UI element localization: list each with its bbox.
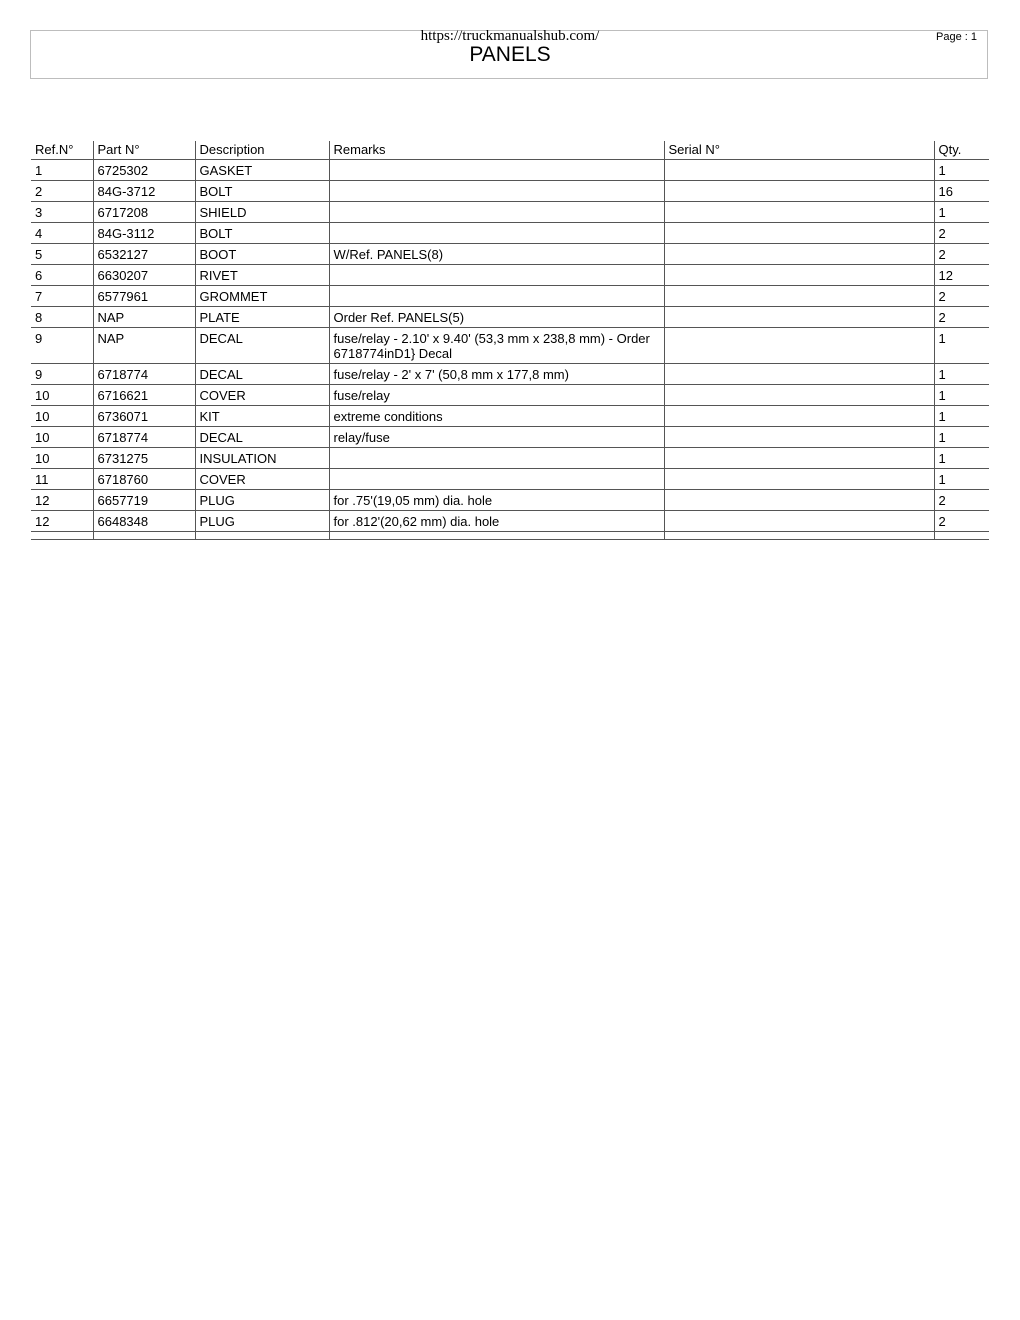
table-row — [31, 406, 989, 427]
qty-cell: 2 — [934, 307, 989, 328]
ref-cell: 11 — [31, 469, 93, 490]
part-number-cell: 6718774 — [93, 364, 195, 385]
spacer-cell — [934, 532, 989, 540]
column-header-description: Description — [195, 141, 329, 160]
qty-cell: 16 — [934, 181, 989, 202]
ref-cell: 8 — [31, 307, 93, 328]
part-number-cell: 6532127 — [93, 244, 195, 265]
part-number-cell: 6648348 — [93, 511, 195, 532]
ref-cell: 3 — [31, 202, 93, 223]
ref-cell: 1 — [31, 160, 93, 181]
table-row — [31, 364, 989, 385]
serial-cell — [664, 202, 934, 223]
table-row — [31, 511, 989, 532]
qty-cell: 1 — [934, 385, 989, 406]
column-header-ref: Ref.N° — [31, 141, 93, 160]
remarks-cell — [329, 265, 664, 286]
table-row — [31, 427, 989, 448]
description-cell: COVER — [195, 469, 329, 490]
spacer-cell — [329, 532, 664, 540]
column-header-qty: Qty. — [934, 141, 989, 160]
description-cell: DECAL — [195, 427, 329, 448]
description-cell: BOOT — [195, 244, 329, 265]
qty-cell: 2 — [934, 286, 989, 307]
page-title: PANELS — [469, 43, 551, 66]
serial-cell — [664, 328, 934, 364]
part-number-cell: 6725302 — [93, 160, 195, 181]
ref-cell: 10 — [31, 448, 93, 469]
remarks-cell — [329, 181, 664, 202]
qty-cell: 1 — [934, 364, 989, 385]
part-number-cell: 84G-3712 — [93, 181, 195, 202]
ref-cell: 12 — [31, 511, 93, 532]
table-row — [31, 469, 989, 490]
part-number-cell: 6718760 — [93, 469, 195, 490]
description-cell: PLATE — [195, 307, 329, 328]
part-number-cell: NAP — [93, 328, 195, 364]
serial-cell — [664, 490, 934, 511]
table-header-row — [31, 141, 989, 160]
description-cell: SHIELD — [195, 202, 329, 223]
remarks-cell: fuse/relay - 2' x 7' (50,8 mm x 177,8 mm) — [329, 364, 664, 385]
table-row — [31, 328, 989, 364]
remarks-cell — [329, 160, 664, 181]
table-row — [31, 181, 989, 202]
table-row — [31, 160, 989, 181]
qty-cell: 2 — [934, 511, 989, 532]
ref-cell: 2 — [31, 181, 93, 202]
serial-cell — [664, 244, 934, 265]
part-number-cell: 6577961 — [93, 286, 195, 307]
serial-cell — [664, 448, 934, 469]
ref-cell: 7 — [31, 286, 93, 307]
serial-cell — [664, 265, 934, 286]
description-cell: PLUG — [195, 490, 329, 511]
part-number-cell: 6716621 — [93, 385, 195, 406]
qty-cell: 1 — [934, 448, 989, 469]
remarks-cell: W/Ref. PANELS(8) — [329, 244, 664, 265]
table-end-spacer — [31, 532, 989, 540]
remarks-cell: Order Ref. PANELS(5) — [329, 307, 664, 328]
description-cell: BOLT — [195, 223, 329, 244]
qty-cell: 1 — [934, 328, 989, 364]
serial-cell — [664, 160, 934, 181]
table-row — [31, 244, 989, 265]
ref-cell: 10 — [31, 406, 93, 427]
qty-cell: 1 — [934, 406, 989, 427]
serial-cell — [664, 364, 934, 385]
ref-cell: 9 — [31, 328, 93, 364]
spacer-cell — [664, 532, 934, 540]
column-header-remarks: Remarks — [329, 141, 664, 160]
ref-cell: 5 — [31, 244, 93, 265]
part-number-cell: 6718774 — [93, 427, 195, 448]
table-row — [31, 223, 989, 244]
remarks-cell: fuse/relay — [329, 385, 664, 406]
column-header-serial: Serial N° — [664, 141, 934, 160]
description-cell: DECAL — [195, 364, 329, 385]
ref-cell: 9 — [31, 364, 93, 385]
column-header-part: Part N° — [93, 141, 195, 160]
table-row — [31, 385, 989, 406]
qty-cell: 1 — [934, 427, 989, 448]
table-row — [31, 490, 989, 511]
table-row — [31, 448, 989, 469]
part-number-cell: 84G-3112 — [93, 223, 195, 244]
ref-cell: 10 — [31, 427, 93, 448]
part-number-cell: 6717208 — [93, 202, 195, 223]
part-number-cell: 6736071 — [93, 406, 195, 427]
table-row — [31, 202, 989, 223]
serial-cell — [664, 427, 934, 448]
qty-cell: 2 — [934, 244, 989, 265]
remarks-cell: for .812'(20,62 mm) dia. hole — [329, 511, 664, 532]
table-row — [31, 307, 989, 328]
page-number: Page : 1 — [936, 31, 977, 43]
description-cell: BOLT — [195, 181, 329, 202]
remarks-cell: fuse/relay - 2.10' x 9.40' (53,3 mm x 238,8 mm) - Order 6718774inD1} Decal — [329, 328, 664, 364]
serial-cell — [664, 286, 934, 307]
spacer-cell — [93, 532, 195, 540]
description-cell: INSULATION — [195, 448, 329, 469]
serial-cell — [664, 307, 934, 328]
table-row — [31, 286, 989, 307]
ref-cell: 6 — [31, 265, 93, 286]
serial-cell — [664, 406, 934, 427]
remarks-cell — [329, 202, 664, 223]
remarks-cell — [329, 286, 664, 307]
description-cell: KIT — [195, 406, 329, 427]
parts-table — [31, 141, 989, 540]
remarks-cell — [329, 469, 664, 490]
serial-cell — [664, 469, 934, 490]
spacer-cell — [195, 532, 329, 540]
qty-cell: 1 — [934, 202, 989, 223]
table-body — [31, 160, 989, 540]
ref-cell: 4 — [31, 223, 93, 244]
qty-cell: 2 — [934, 223, 989, 244]
part-number-cell: NAP — [93, 307, 195, 328]
part-number-cell: 6657719 — [93, 490, 195, 511]
remarks-cell: extreme conditions — [329, 406, 664, 427]
serial-cell — [664, 511, 934, 532]
description-cell: GASKET — [195, 160, 329, 181]
serial-cell — [664, 181, 934, 202]
qty-cell: 1 — [934, 469, 989, 490]
ref-cell: 10 — [31, 385, 93, 406]
part-number-cell: 6731275 — [93, 448, 195, 469]
source-url[interactable]: https://truckmanualshub.com/ — [420, 28, 600, 44]
qty-cell: 12 — [934, 265, 989, 286]
remarks-cell: relay/fuse — [329, 427, 664, 448]
spacer-cell — [31, 532, 93, 540]
part-number-cell: 6630207 — [93, 265, 195, 286]
qty-cell: 1 — [934, 160, 989, 181]
description-cell: GROMMET — [195, 286, 329, 307]
description-cell: PLUG — [195, 511, 329, 532]
ref-cell: 12 — [31, 490, 93, 511]
qty-cell: 2 — [934, 490, 989, 511]
remarks-cell — [329, 448, 664, 469]
serial-cell — [664, 385, 934, 406]
table-row — [31, 265, 989, 286]
description-cell: RIVET — [195, 265, 329, 286]
remarks-cell: for .75'(19,05 mm) dia. hole — [329, 490, 664, 511]
description-cell: DECAL — [195, 328, 329, 364]
remarks-cell — [329, 223, 664, 244]
serial-cell — [664, 223, 934, 244]
description-cell: COVER — [195, 385, 329, 406]
